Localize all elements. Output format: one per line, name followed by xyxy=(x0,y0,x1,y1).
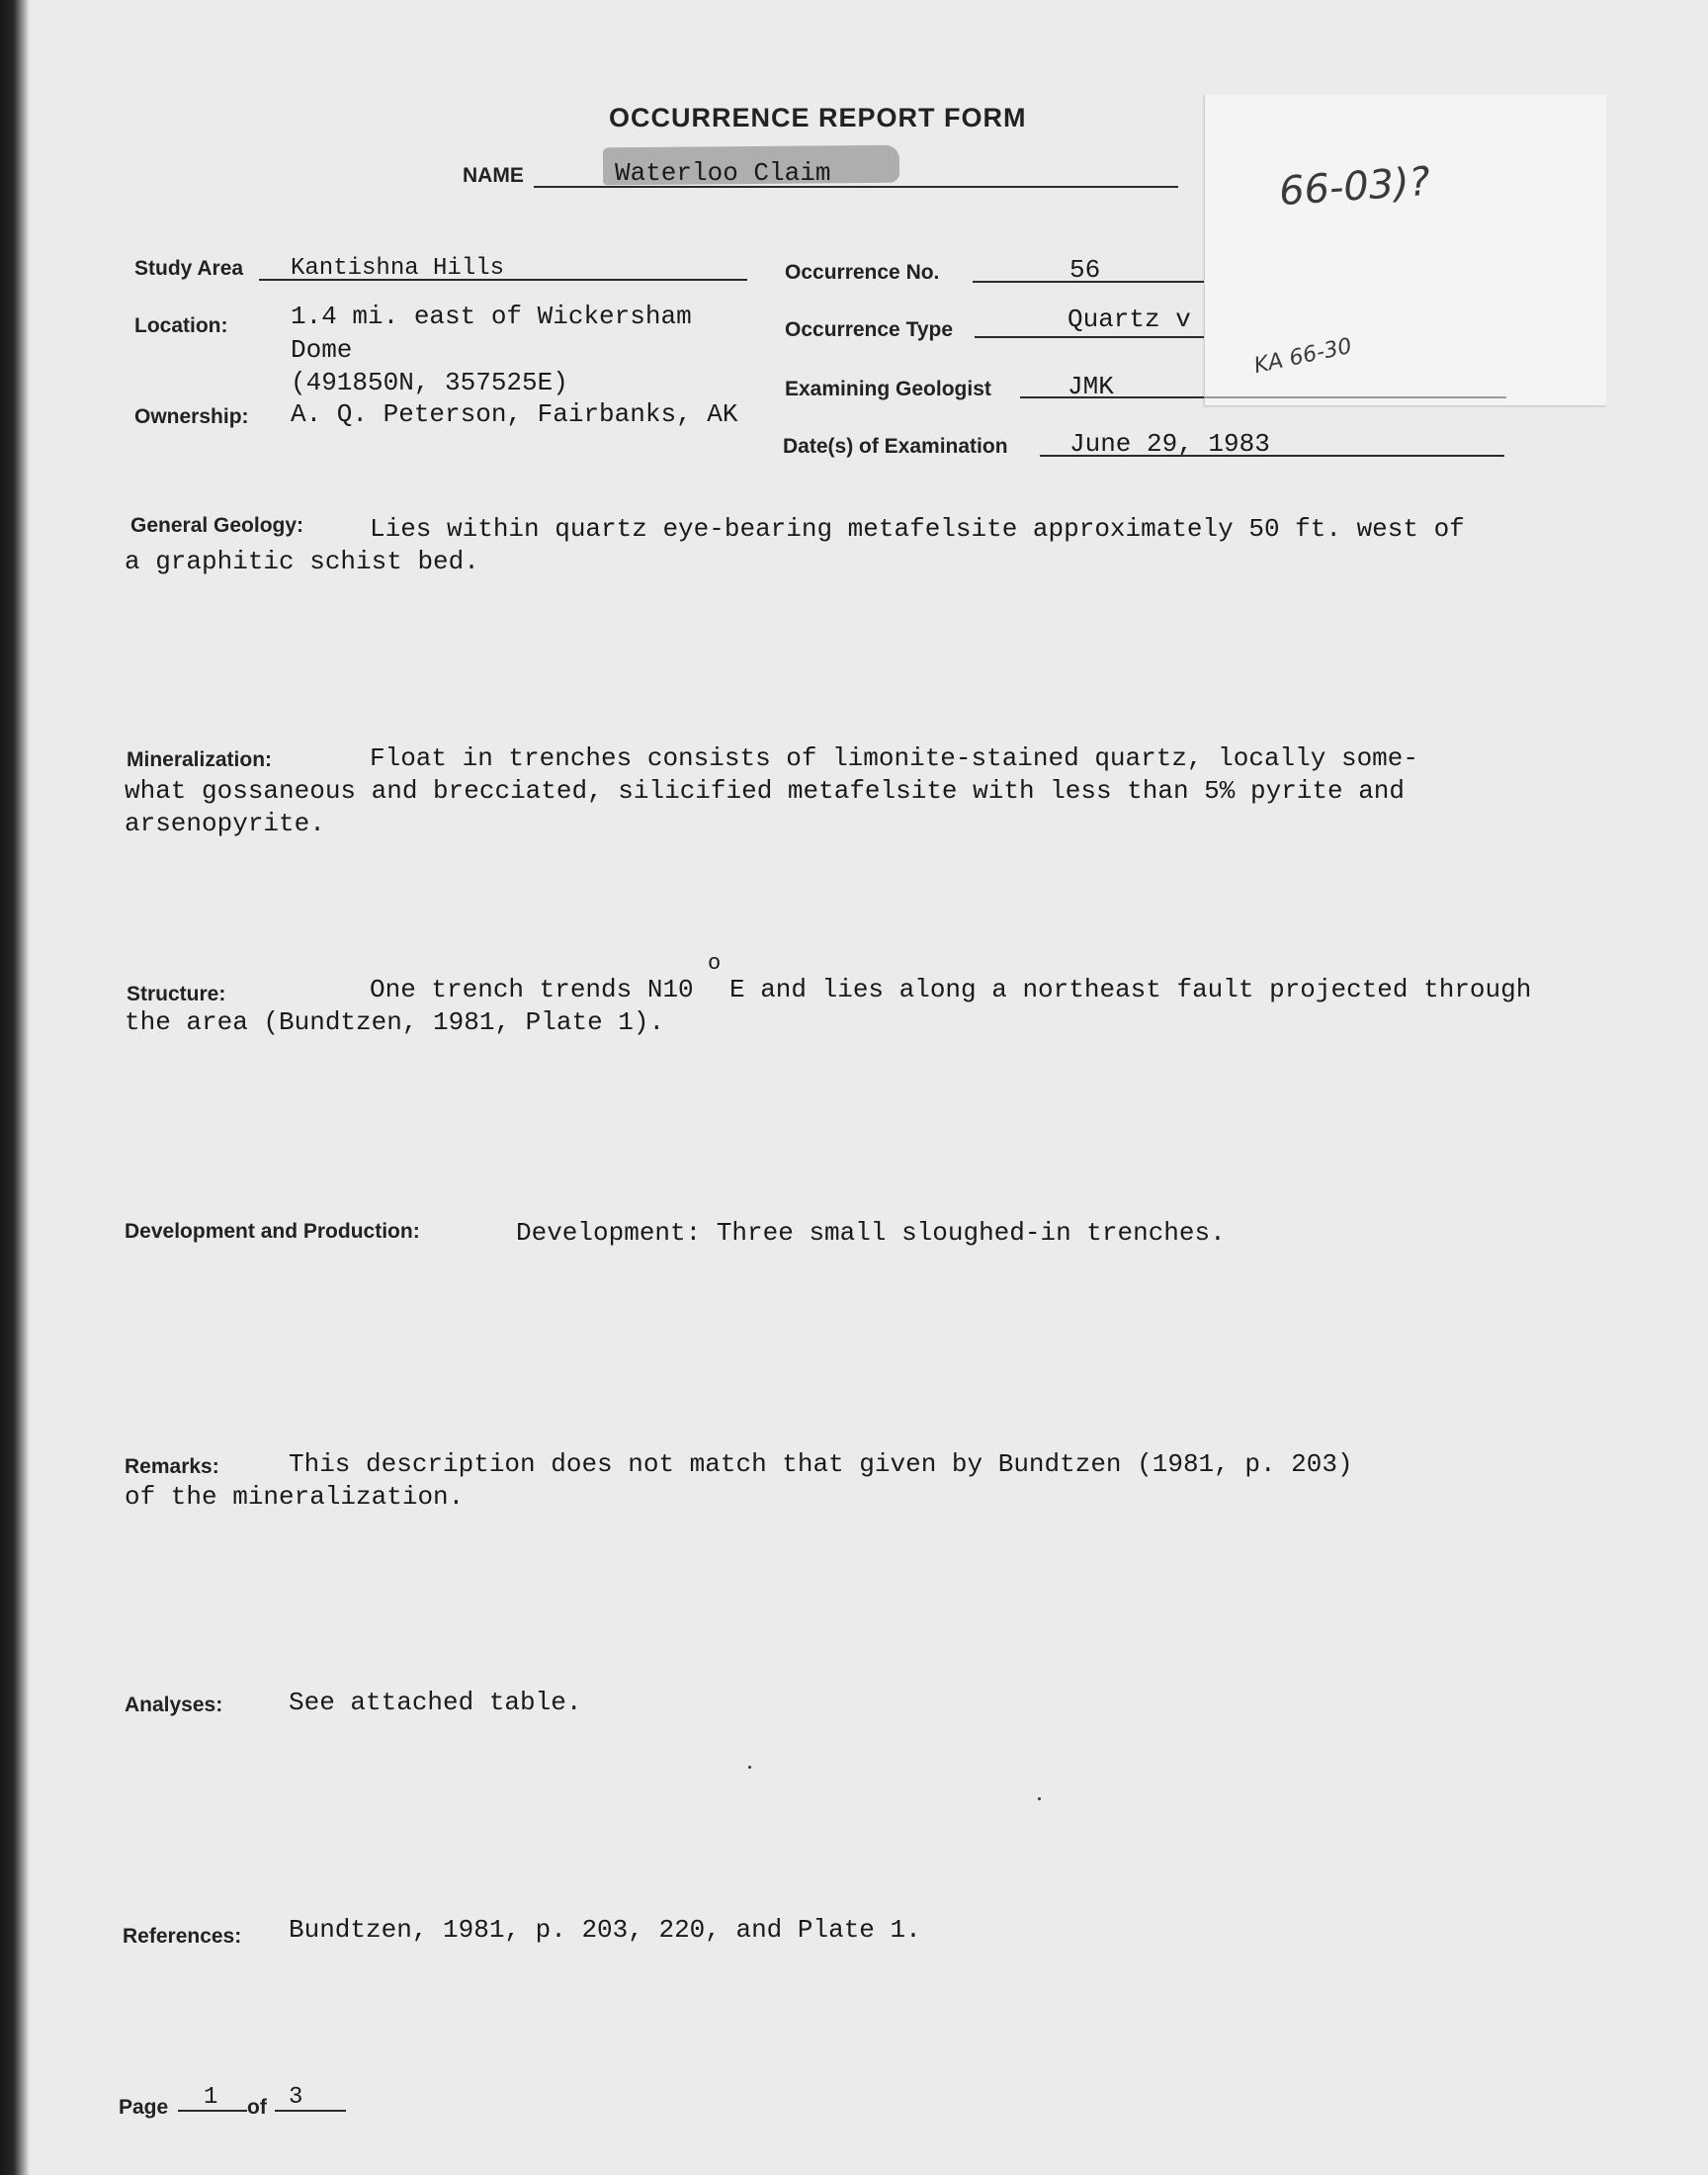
date-label: Date(s) of Examination xyxy=(783,435,1008,458)
analyses-text: See attached table. xyxy=(289,1688,582,1717)
page-binding-edge xyxy=(0,0,30,2175)
structure-line-1b: E and lies along a northeast fault projected through xyxy=(729,975,1532,1004)
references-label: References: xyxy=(123,1925,242,1948)
occurrence-type-underline xyxy=(975,336,1204,338)
structure-line-1a: One trench trends N10 xyxy=(370,975,694,1004)
mineralization-line-2: what gossaneous and brecciated, silicified metafelsite with less than 5% pyrite and xyxy=(125,776,1406,806)
remarks-label: Remarks: xyxy=(125,1455,219,1478)
ownership-value: A. Q. Peterson, Fairbanks, AK xyxy=(291,399,738,429)
general-geology-label: General Geology: xyxy=(130,514,304,537)
study-area-value: Kantishna Hills xyxy=(291,255,505,282)
general-geology-line-1: Lies within quartz eye-bearing metafelsite approximately 50 ft. west of xyxy=(370,514,1465,544)
references-text: Bundtzen, 1981, p. 203, 220, and Plate 1. xyxy=(289,1915,921,1945)
analyses-label: Analyses: xyxy=(125,1694,223,1716)
examining-geologist-underline xyxy=(1020,396,1204,398)
handwritten-side-note: KA 66-30 xyxy=(1251,333,1354,380)
degree-symbol: o xyxy=(708,951,722,976)
development-label: Development and Production: xyxy=(125,1220,420,1243)
remarks-line-1: This description does not match that given by Bundtzen (1981, p. 203) xyxy=(289,1449,1353,1479)
general-geology-line-2: a graphitic schist bed. xyxy=(125,547,479,576)
date-underline xyxy=(1040,455,1504,457)
examining-geologist-underline-faint xyxy=(1204,396,1506,398)
handwritten-id: 66-03)? xyxy=(1277,158,1432,216)
page-total-underline xyxy=(275,2110,346,2112)
name-underline xyxy=(534,186,1178,188)
remarks-line-2: of the mineralization. xyxy=(125,1482,465,1512)
speck xyxy=(748,1766,751,1769)
form-title: OCCURRENCE REPORT FORM xyxy=(609,103,1027,132)
structure-label: Structure: xyxy=(127,983,226,1005)
examining-geologist-label: Examining Geologist xyxy=(785,378,991,400)
page-number-underline xyxy=(178,2110,247,2112)
occurrence-type-value: Quartz v xyxy=(1068,304,1191,334)
date-value: June 29, 1983 xyxy=(1069,429,1270,459)
of-label: of xyxy=(247,2096,267,2119)
name-label: NAME xyxy=(463,164,524,187)
location-coordinates: (491850N, 357525E) xyxy=(291,368,568,397)
occurrence-type-label: Occurrence Type xyxy=(785,318,954,341)
speck xyxy=(1038,1797,1041,1800)
mineralization-label: Mineralization: xyxy=(127,748,273,771)
occurrence-no-value: 56 xyxy=(1069,255,1101,285)
page-number: 1 xyxy=(204,2084,218,2111)
occurrence-no-label: Occurrence No. xyxy=(785,261,940,284)
development-text: Development: Three small sloughed-in trenches. xyxy=(516,1218,1226,1248)
study-area-label: Study Area xyxy=(134,257,244,280)
structure-line-2: the area (Bundtzen, 1981, Plate 1). xyxy=(125,1007,665,1037)
page-label: Page xyxy=(119,2096,169,2119)
location-line-2: Dome xyxy=(291,335,353,365)
occurrence-no-underline xyxy=(973,281,1204,283)
examining-geologist-value: JMK xyxy=(1068,372,1114,401)
page-total: 3 xyxy=(289,2084,303,2111)
name-value: Waterloo Claim xyxy=(615,158,831,188)
location-line-1: 1.4 mi. east of Wickersham xyxy=(291,302,692,331)
mineralization-line-3: arsenopyrite. xyxy=(125,809,325,838)
mineralization-line-1: Float in trenches consists of limonite-stained quartz, locally some- xyxy=(370,743,1418,773)
ownership-label: Ownership: xyxy=(134,405,249,428)
location-label: Location: xyxy=(134,314,228,337)
study-area-underline xyxy=(259,279,747,281)
